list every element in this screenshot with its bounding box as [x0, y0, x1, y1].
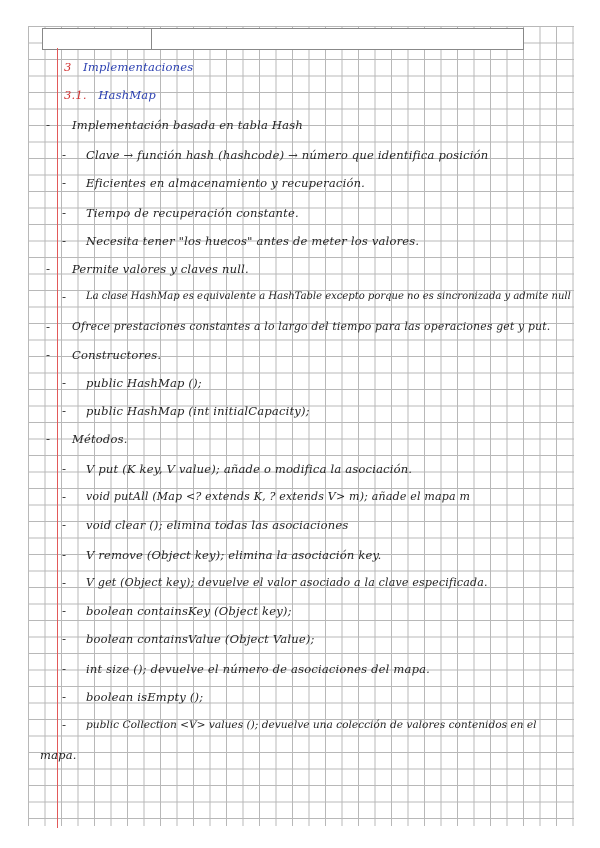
header-divider	[151, 29, 152, 49]
note-line: La clase HashMap es equivalente a HashTable excepto porque no es sincronizada y admite null	[86, 291, 571, 302]
bullet-dash: -	[62, 632, 67, 646]
bullet-dash: -	[62, 490, 67, 504]
note-line: public Collection <V> values (); devuelve una colección de valores contenidos en el	[86, 719, 537, 731]
note-line: Permite valores y claves null.	[72, 262, 249, 276]
note-line: public HashMap (int initialCapacity);	[86, 404, 310, 418]
note-line: Tiempo de recuperación constante.	[86, 206, 299, 220]
note-line: boolean containsKey (Object key);	[86, 604, 292, 618]
bullet-dash: -	[62, 718, 67, 732]
page-margin-bottom	[0, 826, 600, 848]
subsection-number: 3.1.	[64, 88, 87, 102]
note-line: Clave → función hash (hashcode) → número que identifica posición	[86, 148, 489, 162]
note-line: Necesita tener "los huecos" antes de meter los valores.	[86, 234, 420, 248]
page-margin-left	[0, 0, 28, 848]
bullet-dash: -	[46, 262, 51, 276]
note-line: public HashMap ();	[86, 376, 202, 390]
bullet-dash: -	[62, 404, 67, 418]
bullet-dash: -	[62, 176, 67, 190]
note-line: void putAll (Map <? extends K, ? extends V> m); añade el mapa m	[86, 490, 471, 503]
note-line: Eficientes en almacenamiento y recuperación.	[86, 176, 366, 190]
bullet-dash: -	[62, 576, 67, 590]
note-line: int size (); devuelve el número de asociaciones del mapa.	[86, 662, 431, 676]
bullet-dash: -	[62, 462, 67, 476]
margin-line	[57, 48, 58, 828]
note-line: Implementación basada en tabla Hash	[72, 118, 303, 132]
bullet-dash: -	[62, 662, 67, 676]
note-line: V put (K key, V value); añade o modifica la asociación.	[86, 462, 413, 476]
bullet-dash: -	[62, 290, 67, 304]
header-box	[42, 28, 524, 50]
bullet-dash: -	[62, 690, 67, 704]
section-number: 3	[64, 60, 72, 74]
bullet-dash: -	[62, 206, 67, 220]
bullet-dash: -	[46, 348, 51, 362]
bullet-dash: -	[46, 432, 51, 446]
note-line: Constructores.	[72, 348, 162, 362]
bullet-dash: -	[62, 234, 67, 248]
note-line: void clear (); elimina todas las asociaciones	[86, 518, 349, 532]
note-line: Métodos.	[72, 432, 128, 446]
note-line: Ofrece prestaciones constantes a lo largo del tiempo para las operaciones get y put.	[72, 320, 551, 333]
bullet-dash: -	[46, 320, 51, 334]
bullet-dash: -	[62, 376, 67, 390]
bullet-dash: -	[62, 518, 67, 532]
bullet-dash: -	[46, 118, 51, 132]
note-line: mapa.	[40, 748, 77, 762]
page-margin-right	[574, 0, 600, 848]
section-heading	[64, 60, 193, 74]
note-line: V get (Object key); devuelve el valor asociado a la clave especificada.	[86, 576, 488, 589]
bullet-dash: -	[62, 548, 67, 562]
subsection-heading	[64, 88, 156, 102]
note-line: boolean isEmpty ();	[86, 690, 204, 704]
note-line: boolean containsValue (Object Value);	[86, 632, 315, 646]
subsection-title: HashMap	[98, 88, 156, 102]
note-line: V remove (Object key); elimina la asociación key.	[86, 548, 382, 562]
bullet-dash: -	[62, 604, 67, 618]
page-margin-top	[0, 0, 600, 26]
bullet-dash: -	[62, 148, 67, 162]
section-title: Implementaciones	[83, 60, 194, 74]
